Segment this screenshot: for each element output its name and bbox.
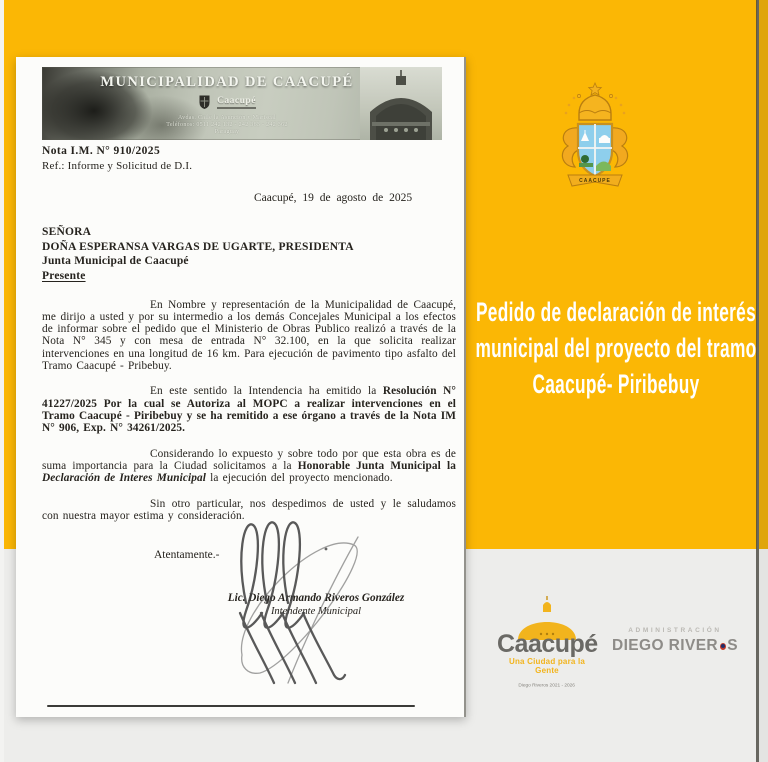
target-o-icon: [720, 643, 726, 650]
signature-scribble: [206, 485, 378, 703]
crest-ribbon: [568, 175, 622, 186]
admin-name-suffix: S: [727, 637, 738, 654]
city-logo-tagline: Una Ciudad para la Gente: [508, 657, 586, 675]
letterhead-country: Paraguay: [214, 129, 240, 135]
letterhead-logo-row: [42, 94, 412, 110]
letterhead-logo-wordmark: Caacupé: [217, 96, 256, 109]
note-reference: Ref.: Informe y Solicitud de D.I.: [42, 160, 193, 172]
recipient-line: DOÑA ESPERANSA VARGAS DE UGARTE, PRESIDENTA: [42, 240, 354, 253]
letter-paragraph: En Nombre y representación de la Municipalidad de Caacupé, me dirijo a usted y por su intermedio a los demás Concejales Municipal a los efectos de informar sobre el pedido que el Ministerio de Obras Publico realizó a través de la Nota N° 345 y con mesa de entrada N° 32.100, en la que solicita realizar intervenciones en una longitud de 16 km. Para ejecución de pavimento tipo asfalto del Tramo Caacupé - Pribebuy.: [42, 299, 456, 372]
city-logo-subtext: Diego Riveros 2021 - 2026: [518, 683, 576, 688]
letterhead-title: MUNICIPALIDAD DE CAACUPÉ: [100, 74, 354, 90]
city-logo-wordmark: Caacupé: [497, 630, 598, 658]
recipient-block: [42, 225, 442, 283]
recipient-line: Presente: [42, 269, 86, 282]
letter-date: Caacupé, 19 de agosto de 2025: [254, 192, 413, 204]
letter-paragraph: Sin otro particular, nos despedimos de usted y le saludamos con nuestra mayor estima y consideración.: [42, 497, 456, 522]
letter-paragraph: Considerando lo expuesto y sobre todo por que esta obra es de suma importancia para la Ciudad solicitamos a la Honorable Junta Municipal la Declaración de Interes Municipal la ejecución del proyecto mencionado.: [42, 447, 457, 484]
letterhead-phones: Teléfonos: 0511 242 132 - 242 363 - 242 362: [166, 122, 288, 128]
caacupe-crest: [552, 82, 638, 190]
closing-salutation: Atentamente.-: [154, 549, 220, 561]
recipient-line: SEÑORA: [42, 226, 92, 238]
shield: [578, 124, 612, 176]
campaign-title: [472, 294, 760, 402]
letterhead-address: Avdas. Calle la Asunción y Mariscal: [177, 115, 277, 121]
administration-name: [612, 637, 738, 655]
right-edge-strip-gray: [759, 549, 768, 762]
crown-icon: [577, 94, 612, 120]
signer-name: Lic. Diego Armando Riveros González: [227, 592, 405, 604]
signer-title: Intendente Municipal: [270, 606, 362, 617]
admin-name-prefix: DIEGO RIVER: [612, 637, 719, 654]
diego-riveros-logo: [612, 627, 738, 655]
crest-banner-text: CAACUPE: [579, 178, 611, 184]
note-number: Nota I.M. N° 910/2025: [42, 145, 161, 157]
letter-document: [16, 57, 466, 717]
administration-label: ADMINISTRACIÓN: [628, 627, 722, 634]
star-icon: [589, 83, 602, 95]
right-edge-strip-yellow: [759, 0, 768, 549]
recipient-line: Junta Municipal de Caacupé: [42, 255, 189, 268]
caacupe-city-logo: [497, 596, 597, 693]
title-line-2: municipal del proyecto del tramo: [475, 333, 757, 363]
mini-crest-icon: [198, 94, 211, 110]
title-line-1: Pedido de declaración de interés: [475, 297, 757, 327]
page-footer-line: [47, 705, 415, 707]
letter-paragraph: En este sentido la Intendencia ha emitido la Resolución N° 41227/2025 Por la cual se Autoriza al MOPC a realizar intervenciones en el Tramo Caacupé - Piribebuy y se ha remitido a ese órgano a través de la Nota IM N° 906, Exp. N° 34261/2025.: [42, 385, 456, 434]
letterhead-banner: [42, 67, 442, 140]
title-line-3: Caacupé- Piribebuy: [532, 369, 700, 399]
